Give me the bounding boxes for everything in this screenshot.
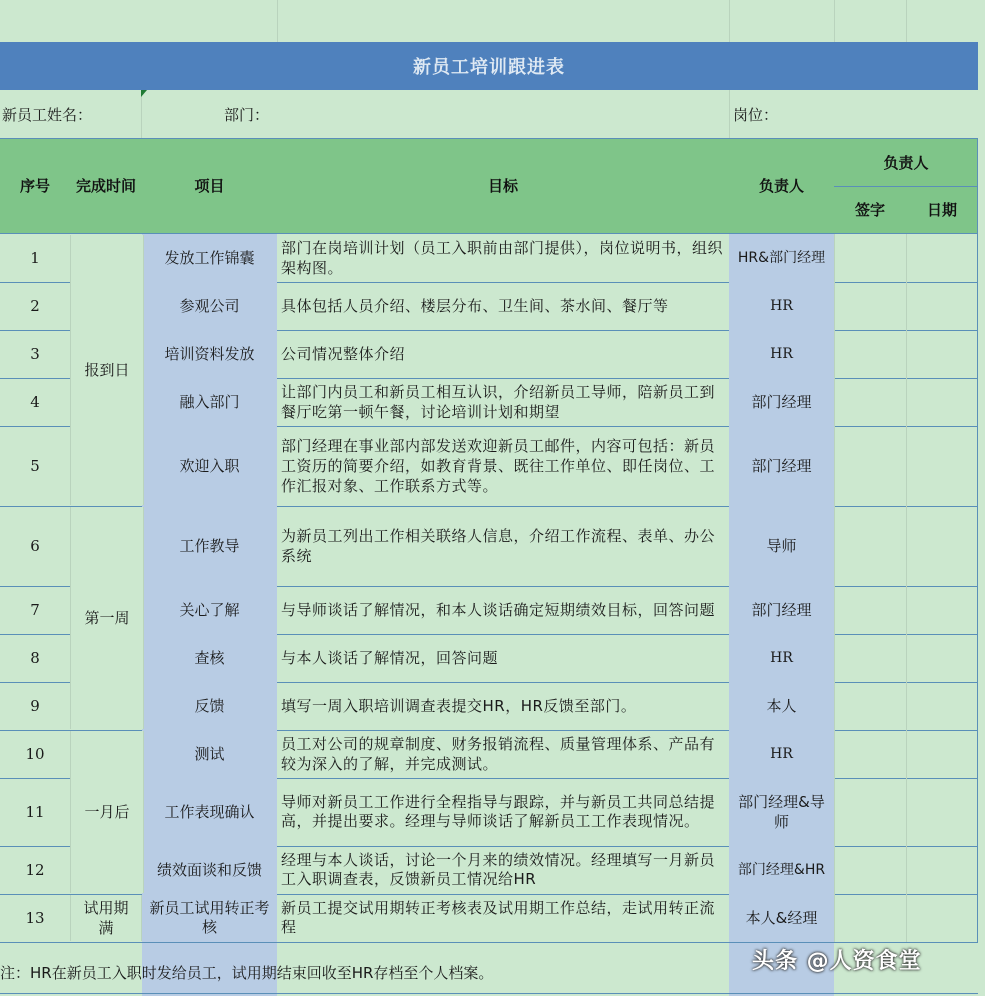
row-number: 4 <box>30 392 40 411</box>
table-row <box>0 506 978 587</box>
position-field[interactable] <box>780 90 978 138</box>
sign-cell[interactable] <box>834 426 906 506</box>
row-owner: HR <box>729 282 834 330</box>
sign-cell[interactable] <box>834 586 906 634</box>
phase-cell-day1: 报到日 <box>70 235 144 505</box>
date-cell[interactable] <box>906 330 978 378</box>
date-cell[interactable] <box>906 634 978 682</box>
date-cell[interactable] <box>906 730 978 778</box>
gridline <box>729 0 730 42</box>
header-sign: 签字 <box>854 201 885 220</box>
header-owner-group: 负责人 <box>883 153 929 172</box>
header-goal: 目标 <box>487 177 518 196</box>
row-owner: HR <box>729 634 834 682</box>
sign-cell[interactable] <box>834 234 906 282</box>
date-cell[interactable] <box>906 846 978 894</box>
table-row <box>0 426 978 507</box>
date-cell[interactable] <box>906 894 978 942</box>
table-row <box>0 634 978 683</box>
row-owner: 部门经理 <box>729 586 834 634</box>
row-goal: 新员工提交试用期转正考核表及试用期工作总结，走试用转正流程 <box>281 898 716 936</box>
row-number: 7 <box>30 600 40 619</box>
table-row <box>0 586 978 635</box>
row-owner: 部门经理 <box>729 378 834 426</box>
date-cell[interactable] <box>906 234 978 282</box>
page-title: 新员工培训跟进表 <box>0 42 978 90</box>
date-cell[interactable] <box>906 282 978 330</box>
row-goal: 填写一周入职培训调查表提交HR，HR反馈至部门。 <box>281 696 637 715</box>
row-goal: 与本人谈话了解情况，回答问题 <box>281 648 499 667</box>
row-number: 12 <box>25 860 45 879</box>
employee-name-field[interactable] <box>142 90 277 138</box>
sign-cell[interactable] <box>834 778 906 846</box>
phase-cell-month1: 一月后 <box>70 731 144 893</box>
row-goal: 公司情况整体介绍 <box>281 344 406 363</box>
sign-cell[interactable] <box>834 730 906 778</box>
row-goal: 具体包括人员介绍、楼层分布、卫生间、茶水间、餐厅等 <box>281 296 669 315</box>
date-cell[interactable] <box>906 378 978 426</box>
footnote: 注：HR在新员工入职时发给员工，试用期结束回收至HR存档至个人档案。 <box>0 964 494 982</box>
row-number: 9 <box>30 696 40 715</box>
row-item: 参观公司 <box>142 282 277 330</box>
phase-cell-week1: 第一周 <box>70 507 144 729</box>
row-goal: 部门经理在事业部内部发送欢迎新员工邮件，内容可包括：新员工资历的简要介绍，如教育背景、既往工作单位、即任岗位、工作汇报对象、工作联系方式等。 <box>281 436 716 496</box>
sign-cell[interactable] <box>834 894 906 942</box>
row-number: 8 <box>30 648 40 667</box>
row-goal: 部门在岗培训计划（员工入职前由部门提供），岗位说明书，组织架构图。 <box>281 238 724 277</box>
row-owner: HR <box>729 730 834 778</box>
header-owner: 负责人 <box>758 177 804 196</box>
date-cell[interactable] <box>906 682 978 730</box>
sign-cell[interactable] <box>834 378 906 426</box>
sign-cell[interactable] <box>834 282 906 330</box>
table-header <box>0 138 978 234</box>
row-owner: 导师 <box>729 506 834 586</box>
row-goal: 为新员工列出工作相关联络人信息，介绍工作流程、表单、办公系统 <box>281 526 716 565</box>
row-item: 新员工试用转正考核 <box>142 894 277 942</box>
bottom-border <box>0 993 978 994</box>
gridline <box>277 0 278 42</box>
gridline <box>906 0 907 42</box>
header-item: 项目 <box>194 177 225 196</box>
row-owner: HR <box>729 330 834 378</box>
row-item: 融入部门 <box>142 378 277 426</box>
row-owner: 本人&经理 <box>729 894 834 942</box>
header-date: 日期 <box>926 201 957 220</box>
table-row <box>0 282 978 331</box>
row-item: 反馈 <box>142 682 277 730</box>
row-item: 发放工作锦囊 <box>142 234 277 282</box>
row-number: 11 <box>25 802 45 821</box>
table-row <box>0 730 978 779</box>
row-owner: 部门经理&导师 <box>729 778 834 846</box>
table-row <box>0 234 978 283</box>
row-item: 查核 <box>142 634 277 682</box>
gridline <box>834 0 835 42</box>
row-owner: 部门经理 <box>729 426 834 506</box>
row-number: 5 <box>30 456 40 475</box>
row-goal: 经理与本人谈话，讨论一个月来的绩效情况。经理填写一月新员工入职调查表，反馈新员工情况给HR <box>281 850 716 888</box>
row-item: 培训资料发放 <box>142 330 277 378</box>
date-cell[interactable] <box>906 426 978 506</box>
sign-cell[interactable] <box>834 682 906 730</box>
table-row <box>0 778 978 847</box>
table-row <box>0 682 978 731</box>
header-seq: 序号 <box>19 177 50 196</box>
department-label: 部门： <box>223 105 269 124</box>
table-row <box>0 894 978 943</box>
gridline <box>729 90 730 138</box>
row-item: 欢迎入职 <box>142 426 277 506</box>
phase-cell-probation: 试用期满 <box>70 895 142 941</box>
row-number: 3 <box>30 344 40 363</box>
position-label: 岗位： <box>733 105 779 124</box>
date-cell[interactable] <box>906 506 978 586</box>
row-goal: 导师对新员工工作进行全程指导与跟踪，并与新员工共同总结提高，并提出要求。经理与导师谈话了解新员工工作表现情况。 <box>281 792 716 830</box>
row-item: 工作表现确认 <box>142 778 277 846</box>
row-item: 工作教导 <box>142 506 277 586</box>
row-owner: HR&部门经理 <box>729 234 834 282</box>
row-goal: 员工对公司的规章制度、财务报销流程、质量管理体系、产品有较为深入的了解，并完成测试。 <box>281 734 716 773</box>
sign-cell[interactable] <box>834 846 906 894</box>
sign-cell[interactable] <box>834 634 906 682</box>
table-row <box>0 378 978 427</box>
department-field[interactable] <box>277 90 729 138</box>
table-row <box>0 330 978 379</box>
row-item: 测试 <box>142 730 277 778</box>
sign-cell[interactable] <box>834 506 906 586</box>
employee-name-label: 新员工姓名： <box>2 105 93 124</box>
row-number: 2 <box>30 296 40 315</box>
row-goal: 让部门内员工和新员工相互认识，介绍新员工导师，陪新员工到餐厅吃第一顿午餐，讨论培训计划和期望 <box>281 382 716 421</box>
table-row <box>0 846 978 895</box>
date-cell[interactable] <box>906 586 978 634</box>
row-item: 绩效面谈和反馈 <box>142 846 277 894</box>
row-number: 6 <box>30 536 40 555</box>
date-cell[interactable] <box>906 778 978 846</box>
watermark: 头条 @人资食堂 <box>752 949 922 974</box>
header-time: 完成时间 <box>76 177 137 196</box>
row-owner: 部门经理&HR <box>729 846 834 894</box>
row-item: 关心了解 <box>142 586 277 634</box>
row-goal: 与导师谈话了解情况，和本人谈话确定短期绩效目标，回答问题 <box>281 600 716 619</box>
sign-cell[interactable] <box>834 330 906 378</box>
row-number: 1 <box>30 248 40 267</box>
row-owner: 本人 <box>729 682 834 730</box>
row-number: 10 <box>25 744 45 763</box>
row-number: 13 <box>25 908 45 927</box>
